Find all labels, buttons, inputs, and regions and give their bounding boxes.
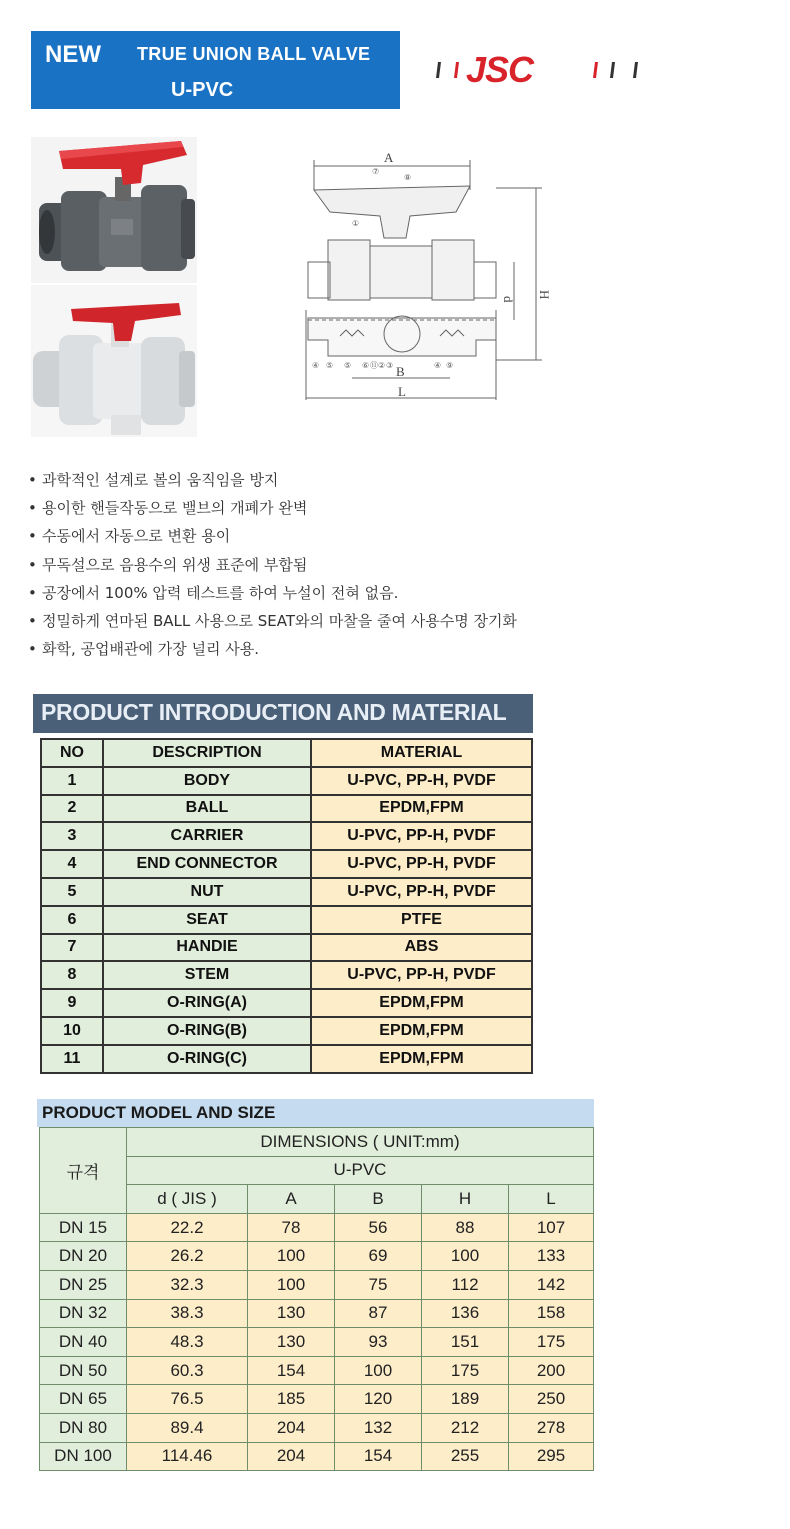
table-row: DN 40 48.3 130 93 151 175: [40, 1328, 594, 1357]
part-number-7: ⑦: [372, 167, 380, 176]
table-row: DN 20 26.2 100 69 100 133: [40, 1242, 594, 1271]
feature-item: • 무독설으로 음용수의 위생 표준에 부합됨: [28, 555, 308, 574]
part-number-4-right: ④: [434, 361, 442, 370]
product-header-box: [31, 31, 400, 109]
column-header: B: [335, 1185, 422, 1214]
dim-label-b: B: [396, 364, 405, 379]
table-row: 5 NUT U-PVC, PP-H, PVDF: [41, 878, 532, 906]
feature-item: • 수동에서 자동으로 변환 용이: [28, 527, 231, 546]
table-row: DN 100 114.46 204 154 255 295: [40, 1442, 594, 1471]
dimensions-header: DIMENSIONS ( UNIT:mm): [127, 1128, 594, 1157]
part-number-5-left: ⑤: [326, 361, 334, 370]
table-row: DN 25 32.3 100 75 112 142: [40, 1270, 594, 1299]
table-row: 6 SEAT PTFE: [41, 906, 532, 934]
new-label: NEW: [45, 41, 101, 68]
part-number-3: ③: [386, 361, 394, 370]
jsc-logo: [430, 48, 642, 88]
table-row: DN 80 89.4 204 132 212 278: [40, 1413, 594, 1442]
product-subtitle: U-PVC: [171, 79, 234, 101]
material-header: U-PVC: [127, 1156, 594, 1185]
gray-valve-photo: [31, 137, 197, 283]
table-row: DN 15 22.2 78 56 88 107: [40, 1213, 594, 1242]
table-row: 11 O-RING(C) EPDM,FPM: [41, 1045, 532, 1073]
dim-label-h: H: [537, 290, 552, 300]
materials-table: [40, 738, 533, 1074]
feature-item: • 화학, 공업배관에 가장 널리 사용.: [28, 640, 259, 659]
product-title: TRUE UNION BALL VALVE: [137, 44, 371, 64]
part-number-1: ①: [352, 219, 360, 228]
jsc-logo-text: JSC: [466, 49, 534, 88]
table-row: 7 HANDIE ABS: [41, 934, 532, 962]
table-row: 4 END CONNECTOR U-PVC, PP-H, PVDF: [41, 850, 532, 878]
part-number-4: ④: [312, 361, 320, 370]
part-number-6: ⑥: [362, 361, 370, 370]
table-row: 3 CARRIER U-PVC, PP-H, PVDF: [41, 822, 532, 850]
column-header: L: [509, 1185, 594, 1214]
part-number-2: ②: [378, 361, 386, 370]
sizes-table: [39, 1127, 594, 1471]
column-header: NO: [41, 739, 103, 767]
table-row: 10 O-RING(B) EPDM,FPM: [41, 1017, 532, 1045]
materials-heading: PRODUCT INTRODUCTION AND MATERIAL: [33, 694, 533, 733]
dim-label-a: A: [384, 150, 394, 165]
white-valve-photo: [31, 285, 197, 437]
spec-header: 규격: [40, 1128, 127, 1214]
table-header-row: [41, 739, 532, 767]
feature-item: • 공장에서 100% 압력 테스트를 하여 누설이 전혀 없음.: [28, 583, 399, 602]
dim-label-l: L: [398, 384, 406, 399]
column-header: d ( JIS ): [127, 1185, 248, 1214]
column-header: MATERIAL: [311, 739, 532, 767]
part-number-9: ⑨: [446, 361, 454, 370]
feature-list: [28, 466, 517, 663]
column-header: DESCRIPTION: [103, 739, 311, 767]
valve-technical-drawing: [300, 150, 560, 405]
feature-item: • 용이한 핸들작동으로 밸브의 개폐가 완벽: [28, 499, 308, 518]
table-row: DN 50 60.3 154 100 175 200: [40, 1356, 594, 1385]
dim-label-d: d: [501, 296, 516, 303]
table-row: DN 32 38.3 130 87 136 158: [40, 1299, 594, 1328]
table-row: 2 BALL EPDM,FPM: [41, 795, 532, 823]
part-number-8: ⑧: [404, 173, 412, 182]
sizes-heading: PRODUCT MODEL AND SIZE: [37, 1099, 594, 1127]
feature-item: • 정밀하게 연마된 BALL 사용으로 SEAT와의 마찰을 줄여 사용수명 장기화: [28, 611, 517, 630]
column-header: H: [422, 1185, 509, 1214]
feature-item: • 과학적인 설계로 볼의 움직임을 방지: [28, 471, 279, 489]
column-header: A: [248, 1185, 335, 1214]
part-number-11: ⑪: [370, 361, 378, 370]
table-row: DN 65 76.5 185 120 189 250: [40, 1385, 594, 1414]
table-row: 9 O-RING(A) EPDM,FPM: [41, 989, 532, 1017]
part-number-5: ⑤: [344, 361, 352, 370]
table-row: 8 STEM U-PVC, PP-H, PVDF: [41, 961, 532, 989]
table-row: 1 BODY U-PVC, PP-H, PVDF: [41, 767, 532, 795]
